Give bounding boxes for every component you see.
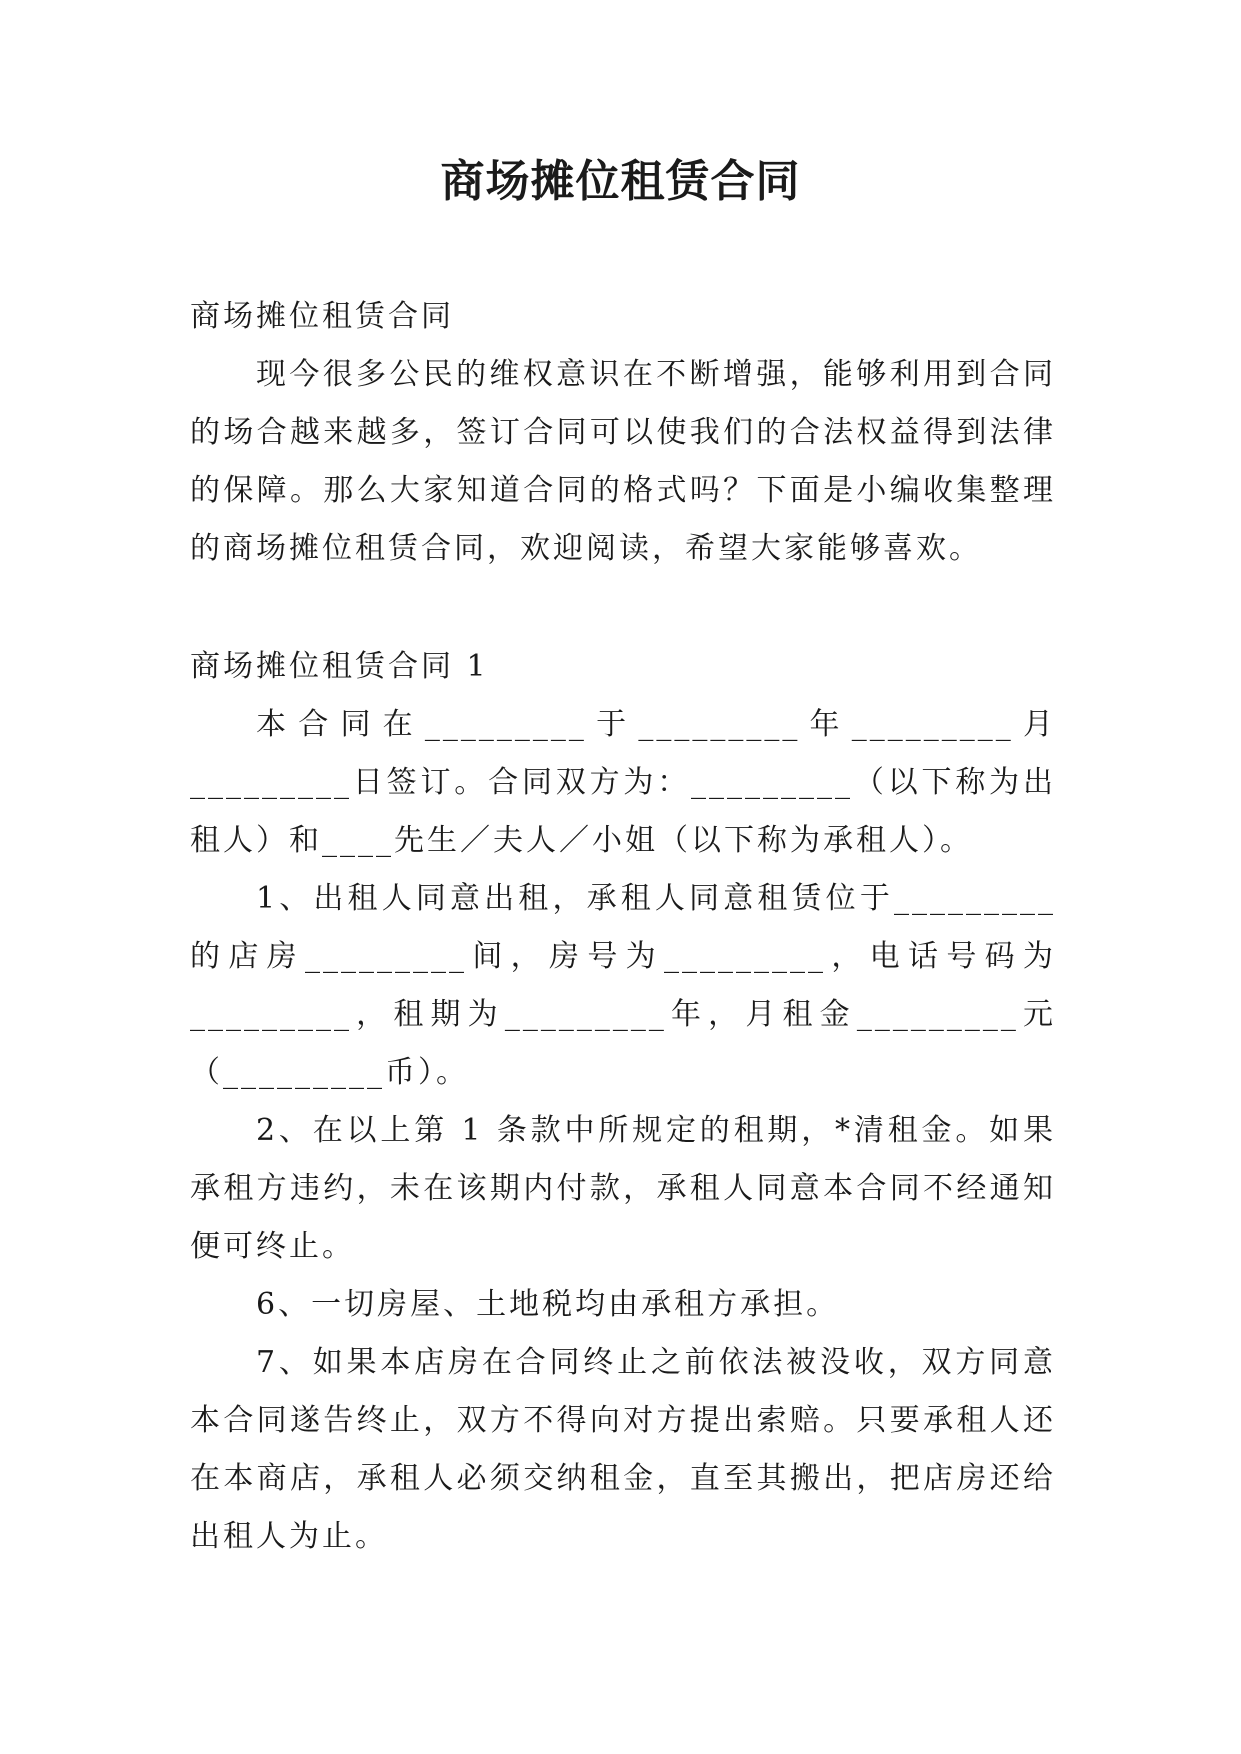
contract-section bbox=[190, 638, 1056, 1566]
clause-2: 2、在以上第 1 条款中所规定的租期，*清租金。如果承租方违约，未在该期内付款，承租人同意本合同不经通知便可终止。 bbox=[190, 1113, 1056, 1264]
document-title: 商场摊位租赁合同 bbox=[440, 156, 801, 207]
clause-6: 6、一切房屋、土地税均由承租方承担。 bbox=[256, 1287, 840, 1322]
section-heading: 商场摊位租赁合同 1 bbox=[190, 649, 489, 684]
clause-1: 1、出租人同意出租，承租人同意租赁位于_________的店房_________间，房号为_________，电话号码为_________，租期为_________年，月租金_________元（_________币）。 bbox=[190, 881, 1056, 1090]
clause-7: 7、如果本店房在合同终止之前依法被没收，双方同意本合同遂告终止，双方不得向对方提出索赔。只要承租人还在本商店，承租人必须交纳租金，直至其搬出，把店房还给出租人为止。 bbox=[190, 1345, 1056, 1554]
clause-signing: 本合同在_________于_________年_________月_________日签订。合同双方为：_________（以下称为出租人）和____先生／夫人／小姐（以下称为承租人）。 bbox=[190, 707, 1056, 858]
intro-paragraph: 现今很多公民的维权意识在不断增强，能够利用到合同的场合越来越多，签订合同可以使我们的合法权益得到法律的保障。那么大家知道合同的格式吗？下面是小编收集整理的商场摊位租赁合同，欢迎阅读，希望大家能够喜欢。 bbox=[190, 357, 1056, 566]
intro-heading: 商场摊位租赁合同 bbox=[190, 299, 454, 334]
intro-section bbox=[190, 288, 1056, 578]
